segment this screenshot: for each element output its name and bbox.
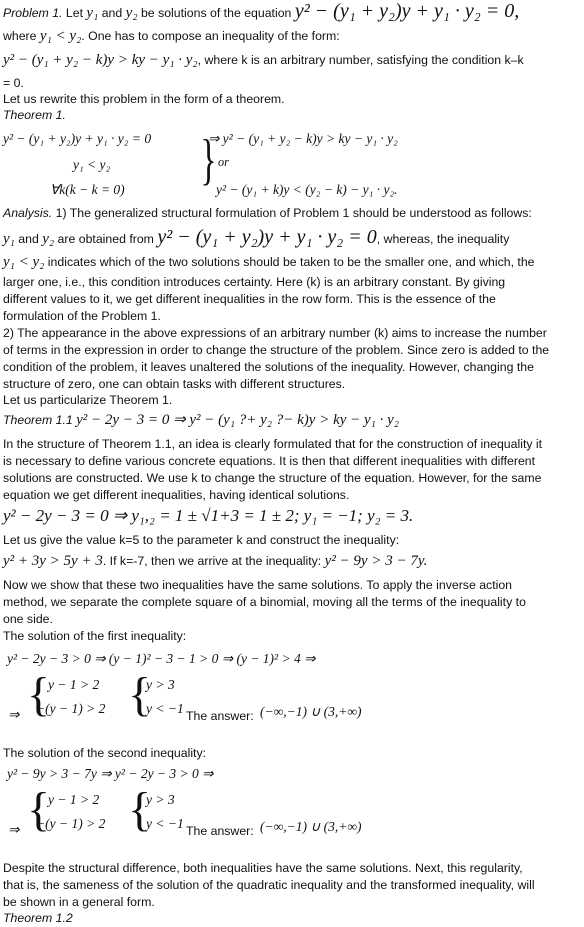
left-brace: {: [27, 783, 51, 836]
text-line: is necessary to define various concrete equations. It is then that different inequalities with different: [3, 454, 536, 468]
analysis-label: Analysis.: [3, 206, 53, 220]
text-line: Let us particularize Theorem 1.: [3, 393, 173, 407]
inequality: y₁ < y₂: [39, 28, 82, 44]
case-line: y − 1 > 2: [48, 677, 100, 692]
text: . One has to compose an inequality of the form:: [81, 29, 340, 43]
theorem-1-1-line: [3, 413, 399, 428]
text-line: that is, the sameness of the solution of the quadratic inequality and the transformed inequality, will: [3, 878, 535, 892]
inequality: y² − 9y > 3 − 7y.: [324, 553, 428, 569]
answer-value: (−∞,−1) ∪ (3,+∞): [260, 819, 362, 834]
text-line: [3, 226, 510, 248]
theorem-left-2: y₁ < y₂: [73, 157, 111, 172]
equation: y² − (y₁ + y₂)y + y₁ · y₂ = 0: [157, 226, 377, 248]
text-line: Let us give the value k=5 to the parameter k and construct the inequality:: [3, 533, 400, 547]
text: 1) The generalized structural formulation of Problem 1 should be understood as follows:: [55, 206, 532, 220]
text: indicates which of the two solutions should be taken to be the smaller one, and which, the: [47, 255, 535, 269]
text: where: [3, 29, 37, 43]
text-line: of terms in the expression in order to change the structure of the problem. Since zero is added to the: [3, 343, 550, 357]
left-brace: {: [128, 783, 152, 836]
inequality: y² + 3y > 5y + 3: [3, 553, 103, 569]
text-line: [3, 29, 340, 44]
text-line: Now we show that these two inequalities have the same solutions. To apply the inverse action: [3, 578, 513, 592]
text-line: 2) The appearance in the above expressions of an arbitrary number (k) aims to increase the number: [3, 326, 547, 340]
text-line: be shown in a general form.: [3, 895, 155, 909]
case-line: y > 3: [146, 792, 175, 807]
text: be solutions of the equation: [140, 6, 292, 20]
problem-label: Problem 1.: [3, 6, 63, 20]
text: Let: [65, 6, 83, 20]
math-y1: y₁: [86, 5, 99, 21]
theorem-label: Theorem 1.: [3, 108, 66, 122]
solution-1-equation: y² − 2y − 3 > 0 ⇒ (y − 1)² − 3 − 1 > 0 ⇒ (y − 1)² > 4 ⇒: [7, 651, 316, 666]
text-line: one side.: [3, 612, 53, 626]
equation: y² − (y₁ + y₂)y + y₁ · y₂ = 0,: [294, 0, 520, 22]
case-line: y − 1 > 2: [48, 792, 100, 807]
answer-label: The answer:: [186, 709, 254, 723]
inequality: y₁ < y₂: [3, 254, 45, 270]
text-line: [3, 255, 535, 270]
text-line: The solution of the first inequality:: [3, 629, 187, 643]
text-line: Despite the structural difference, both inequalities have the same solutions. Next, this regularity,: [3, 861, 523, 875]
text-line: In the structure of Theorem 1.1, an idea is clearly formulated that for the construction of inequality it: [3, 437, 543, 451]
text-line: larger one, i.e., this condition introduces certainty. Here (k) is an arbitrary constant. By giving: [3, 275, 506, 289]
math-y2: y₂: [42, 231, 55, 247]
text-line: formulation of the Problem 1.: [3, 309, 161, 323]
case-line: −(y − 1) > 2: [36, 816, 106, 831]
inequality: y² − (y₁ + y₂ − k)y > ky − y₁ · y₂: [3, 52, 198, 68]
case-line: y < −1: [146, 701, 184, 716]
text-line: Let us rewrite this problem in the form of a theorem.: [3, 92, 285, 106]
theorem-left-1: y² − (y₁ + y₂)y + y₁ · y₂ = 0: [3, 131, 152, 146]
left-brace: {: [27, 668, 51, 721]
right-brace: }: [200, 129, 217, 191]
equation-line: y² − 2y − 3 = 0 ⇒ y₁,₂ = 1 ± √1+3 = 1 ± 2; y₁ = −1; y₂ = 3.: [3, 506, 414, 525]
text-line: [3, 554, 427, 569]
text-line: condition of the problem, it leaves unaltered the solutions of the inequality. However, changing the: [3, 360, 534, 374]
theorem-right-1: ⇒ y² − (y₁ + y₂ − k)y > ky − y₁ · y₂: [208, 131, 398, 146]
text-line: structure of zero, one can obtain tasks with different structures.: [3, 377, 346, 391]
case-line: −(y − 1) > 2: [36, 701, 106, 716]
case-line: y > 3: [146, 677, 175, 692]
text-line: method, we separate the complete square of a binomial, moving all the terms of the inequality to: [3, 595, 526, 609]
text-line: solutions are constructed. We use k to change the structure of the equation. However, for the same: [3, 471, 542, 485]
theorem-right-3: y² − (y₁ + k)y < (y₂ − k) − y₁ · y₂.: [216, 182, 398, 197]
text: are obtained from: [57, 232, 154, 246]
theorem-label: Theorem 1.2: [3, 911, 73, 925]
text: and: [18, 232, 39, 246]
text: . If k=-7, then we arrive at the inequality:: [102, 554, 322, 568]
solution-2-equation: y² − 9y > 3 − 7y ⇒ y² − 2y − 3 > 0 ⇒: [7, 766, 214, 781]
problem-1-line: [3, 0, 520, 22]
text: and: [101, 6, 123, 20]
text-line: The solution of the second inequality:: [3, 746, 207, 760]
analysis-line: [3, 206, 532, 221]
answer-label: The answer:: [186, 824, 254, 838]
math-y2: y₂: [125, 5, 138, 21]
left-brace: {: [128, 668, 152, 721]
text-line: = 0.: [3, 76, 24, 90]
answer-value: (−∞,−1) ∪ (3,+∞): [260, 704, 362, 719]
text: , whereas, the inequality: [376, 232, 510, 246]
implies-arrow: ⇒: [8, 822, 20, 837]
text-line: different values to it, we get different inequalities in the row form. This is the essence of the: [3, 292, 496, 306]
theorem-label: Theorem 1.1: [3, 413, 73, 427]
text-line: [3, 53, 524, 68]
theorem-right-or: or: [218, 155, 229, 169]
theorem-left-3: ∀k(k − k = 0): [50, 182, 125, 197]
equation: y² − 2y − 3 = 0 ⇒ y² − (y₁ ?+ y₂ ?− k)y > ky − y₁ · y₂: [76, 412, 400, 428]
case-line: y < −1: [146, 816, 184, 831]
math-y1: y₁: [3, 231, 15, 247]
text-line: equation we get different inequalities, having identical solutions.: [3, 488, 350, 502]
implies-arrow: ⇒: [8, 707, 20, 722]
text: , where k is an arbitrary number, satisfying the condition k–k: [197, 53, 524, 67]
